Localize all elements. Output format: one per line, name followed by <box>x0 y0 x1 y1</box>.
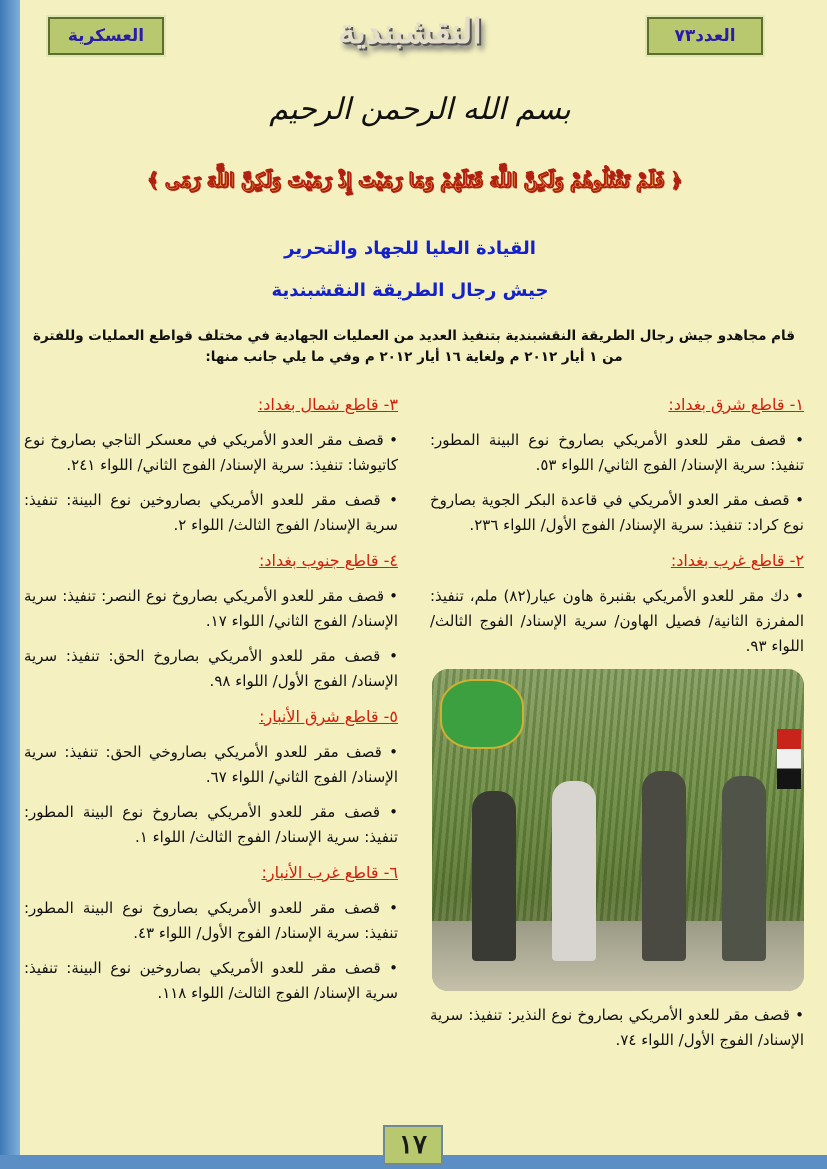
field-photo <box>432 669 804 991</box>
section-title: ٥- قاطع شرق الأنبار: <box>259 707 398 726</box>
section-tag: العسكرية <box>48 17 164 55</box>
organization-logo <box>440 679 524 749</box>
section-title: ٢- قاطع غرب بغداد: <box>670 551 804 570</box>
operation-item: • قصف مقر للعدو الأمريكي بصاروخين نوع البينة: تنفيذ: سرية الإسناد/ الفوج الثالث/ اللواء ١١٨. <box>24 959 398 1002</box>
section-title: ٤- قاطع جنوب بغداد: <box>259 551 398 570</box>
right-column <box>430 392 804 1138</box>
section-title: ١- قاطع شرق بغداد: <box>668 395 804 414</box>
operation-item: • قصف مقر للعدو الأمريكي بصاروخ نوع النذير: تنفيذ: سرية الإسناد/ الفوج الأول/ اللواء ٧٤. <box>430 1006 804 1049</box>
person-figure <box>552 781 596 961</box>
operation-item: • دك مقر للعدو الأمريكي بقنبرة هاون عيار(٨٢) ملم، تنفيذ: المفرزة الثانية/ فصيل الهاون/ سرية الإسناد/ الفوج الثالث/ اللواء ٩٣. <box>430 587 804 655</box>
operation-item: • قصف مقر للعدو الأمريكي بصاروخي الحق: تنفيذ: سرية الإسناد/ الفوج الثاني/ اللواء ٦٧. <box>24 743 398 786</box>
section-title: ٣- قاطع شمال بغداد: <box>257 395 398 414</box>
operation-item: • قصف مقر للعدو الأمريكي بصاروخ نوع النصر: تنفيذ: سرية الإسناد/ الفوج الثاني/ اللواء ١٧. <box>24 587 398 630</box>
issue-tag: العدد٧٣ <box>647 17 763 55</box>
intro-paragraph: قام مجاهدو جيش رجال الطريقة النقشبندية بتنفيذ العديد من العمليات الجهادية في مختلف قواطع العمليات وللفترة من ١ أيار ٢٠١٢ م ولغاية ١٦ أيار ٢٠١٢ م وفي ما يلي جانب منها: <box>33 328 795 365</box>
section-title: ٦- قاطع غرب الأنبار: <box>261 863 398 882</box>
operation-item: • قصف مقر للعدو الأمريكي بصاروخين نوع البينة: تنفيذ: سرية الإسناد/ الفوج الثالث/ اللواء ٢. <box>24 491 398 534</box>
operation-item: • قصف مقر للعدو الأمريكي بصاروخ نوع البينة المطور: تنفيذ: سرية الإسناد/ الفوج الثالث/ اللواء ١. <box>24 803 398 846</box>
operation-item: • قصف مقر للعدو الأمريكي بصاروخ نوع البينة المطور: تنفيذ: سرية الإسناد/ الفوج الثاني/ اللواء ٥٣. <box>430 431 804 474</box>
operation-item: • قصف مقر العدو الأمريكي في قاعدة البكر الجوية بصاروخ نوع كراد: تنفيذ: سرية الإسناد/ الفوج الأول/ اللواء ٢٣٦. <box>430 491 804 534</box>
operation-item: • قصف مقر للعدو الأمريكي بصاروخ الحق: تنفيذ: سرية الإسناد/ الفوج الأول/ اللواء ٩٨. <box>24 647 398 690</box>
basmala: بسم الله الرحمن الرحيم <box>269 92 571 127</box>
person-figure <box>722 776 766 961</box>
page-number: ١٧ <box>383 1125 443 1165</box>
person-figure <box>472 791 516 961</box>
operation-item: • قصف مقر العدو الأمريكي في معسكر التاجي بصاروخ نوع كاتيوشا: تنفيذ: سرية الإسناد/ الفوج الثاني/ اللواء ٢٤١. <box>24 431 398 474</box>
quran-verse: ﴿ فَلَمْ تَقْتُلُوهُمْ وَلَكِنَّ اللَّهَ قَتَلَهُمْ وَمَا رَمَيْتَ إِذْ رَمَيْتَ وَلَكِنَّ اللَّهَ رَمَى ﴾ <box>147 170 683 192</box>
heading-command: القيادة العليا للجهاد والتحرير <box>284 238 536 259</box>
person-figure <box>642 771 686 961</box>
heading-army: جيش رجال الطريقة النقشبندية <box>271 280 549 301</box>
left-border <box>0 0 20 1169</box>
operation-item: • قصف مقر للعدو الأمريكي بصاروخ نوع البينة المطور: تنفيذ: سرية الإسناد/ الفوج الأول/ اللواء ٤٣. <box>24 899 398 942</box>
masthead-title: النقشبندية <box>338 12 482 52</box>
left-column <box>24 392 398 1138</box>
flag-icon <box>777 729 801 789</box>
